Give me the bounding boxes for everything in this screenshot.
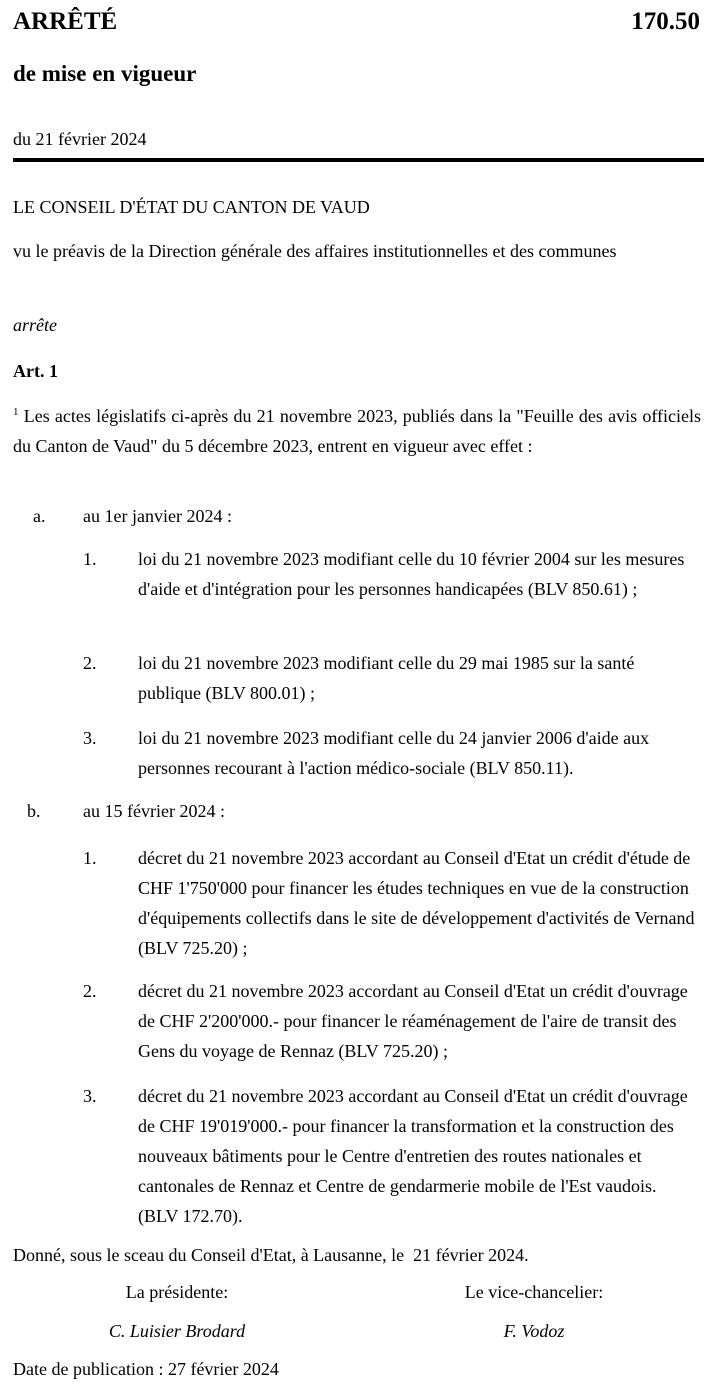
vice-chancellor-name: F. Vodoz [503,1321,565,1341]
document-number: 170.50 [631,8,700,35]
list-item-text: décret du 21 novembre 2023 accordant au Conseil d'Etat un crédit d'étude de CHF 1'750'000 pour financer les études techniques en vue de la construction d'équipements collectifs dans le site de développement d'activités de Vernand (BLV 725.20) ; [138,848,695,958]
document-subtitle: de mise en vigueur [13,61,197,86]
article-paragraph [13,401,701,461]
president-label: La présidente: [125,1282,229,1302]
preavis-paragraph: vu le préavis de la Direction générale des affaires institutionnelles et des communes [13,241,617,261]
given-line: Donné, sous le sceau du Conseil d'Etat, à Lausanne, le 21 février 2024. [13,1245,529,1265]
vice-chancellor-label: Le vice-chancelier: [464,1282,604,1302]
header-divider [13,158,704,162]
list-item-number: 1. [83,848,97,868]
paragraph-text: Les actes législatifs ci-après du 21 novembre 2023, publiés dans la "Feuille des avis officiels du Canton de Vaud" du 5 décembre 2023, entrent en vigueur avec effet : [13,406,701,456]
authority-line: LE CONSEIL D'ÉTAT DU CANTON DE VAUD [13,197,370,217]
list-item-text: loi du 21 novembre 2023 modifiant celle du 24 janvier 2006 d'aide aux personnes recourant à l'action médico-sociale (BLV 850.11). [138,728,650,778]
document-type-title: ARRÊTÉ [13,8,118,35]
list-item-number: 2. [83,981,97,1001]
list-item-number: 2. [83,653,97,673]
list-item-text: loi du 21 novembre 2023 modifiant celle du 10 février 2004 sur les mesures d'aide et d'intégration pour les personnes handicapées (BLV 850.61) ; [138,549,685,599]
list-item-number: 1. [83,549,97,569]
document-date: du 21 février 2024 [13,129,147,149]
president-name: C. Luisier Brodard [108,1321,246,1341]
section-b-heading: au 15 février 2024 : [83,801,225,821]
arrete-word: arrête [13,315,57,335]
list-item-number: 3. [83,1086,97,1106]
section-a-heading: au 1er janvier 2024 : [83,506,232,526]
list-item-text: décret du 21 novembre 2023 accordant au Conseil d'Etat un crédit d'ouvrage de CHF 2'200'000.- pour financer le réaménagement de l'aire de transit des Gens du voyage de Rennaz (BLV 725.20) ; [138,981,688,1061]
section-a-marker: a. [33,506,46,526]
list-item-text: décret du 21 novembre 2023 accordant au Conseil d'Etat un crédit d'ouvrage de CHF 19'019'000.- pour financer la transformation et la construction des nouveaux bâtiments pour le Centre d'entretien des routes nationales et cantonales de Rennaz et Centre de gendarmerie mobile de l'Est vaudois. (BLV 172.70). [138,1086,688,1226]
publication-date: Date de publication : 27 février 2024 [13,1359,279,1379]
list-item-number: 3. [83,728,97,748]
list-item-text: loi du 21 novembre 2023 modifiant celle du 29 mai 1985 sur la santé publique (BLV 800.01) ; [138,653,635,703]
paragraph-number: 1 [13,406,19,418]
section-b-marker: b. [27,801,41,821]
article-title: Art. 1 [13,361,58,381]
